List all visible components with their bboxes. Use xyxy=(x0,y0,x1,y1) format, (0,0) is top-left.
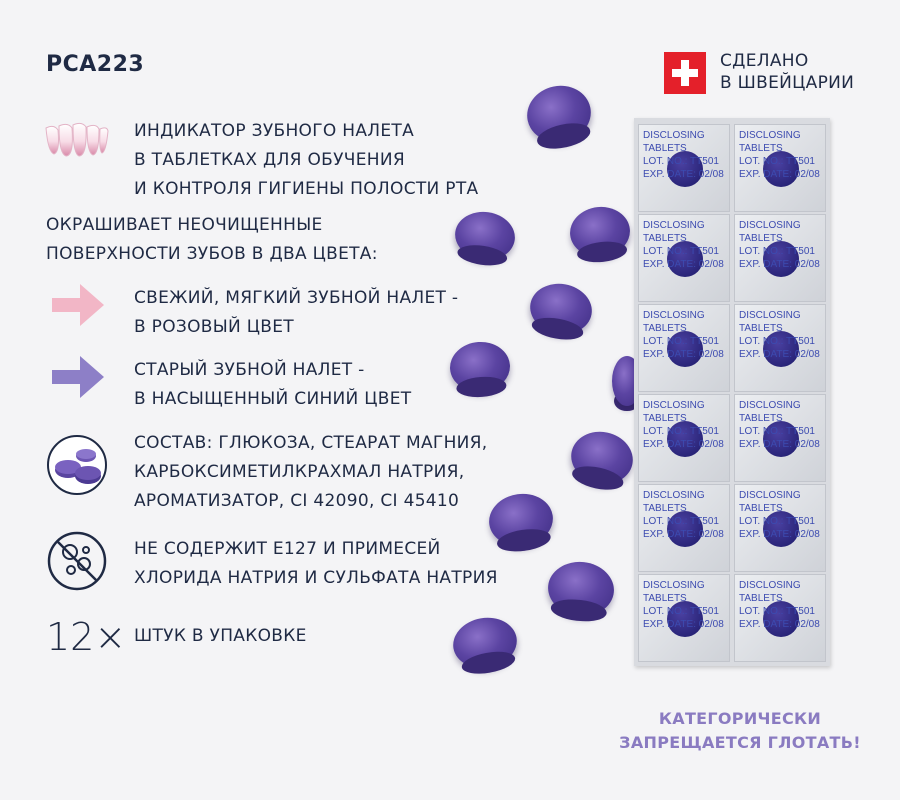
blister-label-line: TABLETS xyxy=(739,233,783,244)
blister-label-line: EXP. DATE: 02/08 xyxy=(643,619,724,630)
blister-label xyxy=(739,219,825,271)
blister-label-line: LOT. NO.: TT501 xyxy=(643,606,719,617)
blister-label-line: LOT. NO.: TT501 xyxy=(739,606,815,617)
blister-cell xyxy=(638,484,730,572)
blister-label-line: DISCLOSING xyxy=(739,130,801,141)
two-colors-line-1: ОКРАШИВАЕТ НЕОЧИЩЕННЫЕ xyxy=(46,215,323,235)
blister-label-line: EXP. DATE: 02/08 xyxy=(739,439,820,450)
blister-pack-image xyxy=(634,118,830,666)
made-in-label xyxy=(720,50,854,94)
blister-cell xyxy=(638,574,730,662)
fresh-line-1: СВЕЖИЙ, МЯГКИЙ ЗУБНОЙ НАЛЕТ - xyxy=(134,288,459,308)
no-additives-icon xyxy=(46,530,108,592)
blister-label xyxy=(643,219,729,271)
blister-label-line: EXP. DATE: 02/08 xyxy=(739,349,820,360)
count-number: 12× xyxy=(46,615,127,659)
blister-label xyxy=(739,579,825,631)
blister-label-line: TABLETS xyxy=(643,503,687,514)
free-of-text xyxy=(134,535,498,593)
warning-line-2: ЗАПРЕЩАЕТСЯ ГЛОТАТЬ! xyxy=(619,733,861,752)
old-line-1: СТАРЫЙ ЗУБНОЙ НАЛЕТ - xyxy=(134,360,365,380)
blister-label-line: DISCLOSING xyxy=(643,220,705,231)
blister-label-line: EXP. DATE: 02/08 xyxy=(739,529,820,540)
blister-label-line: LOT. NO.: TT501 xyxy=(739,336,815,347)
two-colors-text xyxy=(46,211,378,269)
blister-label-line: DISCLOSING xyxy=(739,220,801,231)
blister-label-line: LOT. NO.: TT501 xyxy=(739,426,815,437)
blister-label-line: DISCLOSING xyxy=(739,400,801,411)
blister-cell xyxy=(734,304,826,392)
intro-text xyxy=(134,117,478,204)
tablet-image xyxy=(566,426,637,490)
tablet-image xyxy=(522,80,596,148)
blister-cell xyxy=(734,484,826,572)
tablet-image xyxy=(568,204,633,260)
tablet-image xyxy=(486,490,557,550)
blister-label xyxy=(643,579,729,631)
blister-label-line: EXP. DATE: 02/08 xyxy=(643,439,724,450)
blister-label-line: TABLETS xyxy=(739,413,783,424)
blister-cell xyxy=(638,124,730,212)
count-label: ШТУК В УПАКОВКЕ xyxy=(134,626,307,646)
blister-label-line: LOT. NO.: TT501 xyxy=(643,516,719,527)
blister-label-line: TABLETS xyxy=(643,413,687,424)
blister-cell xyxy=(638,214,730,302)
two-colors-line-2: ПОВЕРХНОСТИ ЗУБОВ В ДВА ЦВЕТА: xyxy=(46,244,378,264)
tablet-image xyxy=(452,208,518,264)
blister-label-line: LOT. NO.: TT501 xyxy=(739,516,815,527)
product-code: PCA223 xyxy=(46,52,145,77)
blister-label-line: EXP. DATE: 02/08 xyxy=(643,169,724,180)
blister-label xyxy=(643,309,729,361)
blister-label-line: TABLETS xyxy=(739,593,783,604)
blister-label-line: TABLETS xyxy=(739,503,783,514)
blister-label-line: EXP. DATE: 02/08 xyxy=(739,259,820,270)
blister-label-line: LOT. NO.: TT501 xyxy=(643,246,719,257)
intro-line-1: ИНДИКАТОР ЗУБНОГО НАЛЕТА xyxy=(134,121,415,141)
blister-label-line: DISCLOSING xyxy=(643,490,705,501)
free-of-line-1: НЕ СОДЕРЖИТ Е127 И ПРИМЕСЕЙ xyxy=(134,539,441,559)
blister-label xyxy=(643,489,729,541)
blister-label-line: TABLETS xyxy=(739,143,783,154)
old-plaque-text xyxy=(134,356,411,414)
old-line-2: В НАСЫЩЕННЫЙ СИНИЙ ЦВЕТ xyxy=(134,389,412,409)
blister-label-line: LOT. NO.: TT501 xyxy=(643,426,719,437)
warning-line-1: КАТЕГОРИЧЕСКИ xyxy=(658,709,822,728)
blister-label-line: DISCLOSING xyxy=(643,310,705,321)
intro-line-2: В ТАБЛЕТКАХ ДЛЯ ОБУЧЕНИЯ xyxy=(134,150,405,170)
tablet-image xyxy=(545,559,616,620)
blister-label-line: DISCLOSING xyxy=(643,400,705,411)
fresh-plaque-text xyxy=(134,284,458,342)
warning-text xyxy=(590,707,890,755)
blister-label xyxy=(739,309,825,361)
blister-label-line: EXP. DATE: 02/08 xyxy=(643,349,724,360)
free-of-line-2: ХЛОРИДА НАТРИЯ И СУЛЬФАТА НАТРИЯ xyxy=(134,568,498,588)
blister-label-line: DISCLOSING xyxy=(739,580,801,591)
fresh-line-2: В РОЗОВЫЙ ЦВЕТ xyxy=(134,317,294,337)
blister-cell xyxy=(734,574,826,662)
tablet-image xyxy=(449,613,521,673)
made-in-line-2: В ШВЕЙЦАРИИ xyxy=(720,73,855,93)
swiss-flag-icon xyxy=(664,52,706,94)
composition-line-3: АРОМАТИЗАТОР, CI 42090, CI 45410 xyxy=(134,491,460,511)
composition-line-1: СОСТАВ: ГЛЮКОЗА, СТЕАРАТ МАГНИЯ, xyxy=(134,433,488,453)
composition-line-2: КАРБОКСИМЕТИЛКРАХМАЛ НАТРИЯ, xyxy=(134,462,465,482)
blister-cell xyxy=(734,394,826,482)
blister-label-line: EXP. DATE: 02/08 xyxy=(739,169,820,180)
teeth-icon xyxy=(44,122,110,158)
blister-label xyxy=(643,129,729,181)
purple-arrow-icon xyxy=(52,354,106,400)
blister-cell xyxy=(638,394,730,482)
blister-label-line: TABLETS xyxy=(643,323,687,334)
blister-cell xyxy=(734,214,826,302)
blister-label-line: DISCLOSING xyxy=(739,310,801,321)
blister-label-line: TABLETS xyxy=(739,323,783,334)
blister-label-line: EXP. DATE: 02/08 xyxy=(643,529,724,540)
tablet-image xyxy=(526,279,596,339)
made-in-line-1: СДЕЛАНО xyxy=(720,51,809,71)
blister-label-line: DISCLOSING xyxy=(643,130,705,141)
tablet-image xyxy=(448,340,511,394)
blister-label-line: DISCLOSING xyxy=(643,580,705,591)
blister-label xyxy=(739,489,825,541)
blister-label-line: TABLETS xyxy=(643,233,687,244)
tablets-icon xyxy=(46,434,108,496)
blister-cell xyxy=(638,304,730,392)
blister-label-line: TABLETS xyxy=(643,143,687,154)
blister-cell xyxy=(734,124,826,212)
blister-label-line: EXP. DATE: 02/08 xyxy=(643,259,724,270)
blister-label-line: LOT. NO.: TT501 xyxy=(643,336,719,347)
intro-line-3: И КОНТРОЛЯ ГИГИЕНЫ ПОЛОСТИ РТА xyxy=(134,179,479,199)
blister-label-line: LOT. NO.: TT501 xyxy=(739,156,815,167)
composition-text xyxy=(134,429,488,516)
pink-arrow-icon xyxy=(52,282,106,328)
blister-label-line: TABLETS xyxy=(643,593,687,604)
blister-label xyxy=(739,399,825,451)
blister-label xyxy=(739,129,825,181)
blister-label-line: DISCLOSING xyxy=(739,490,801,501)
blister-label xyxy=(643,399,729,451)
blister-label-line: EXP. DATE: 02/08 xyxy=(739,619,820,630)
blister-label-line: LOT. NO.: TT501 xyxy=(643,156,719,167)
blister-label-line: LOT. NO.: TT501 xyxy=(739,246,815,257)
